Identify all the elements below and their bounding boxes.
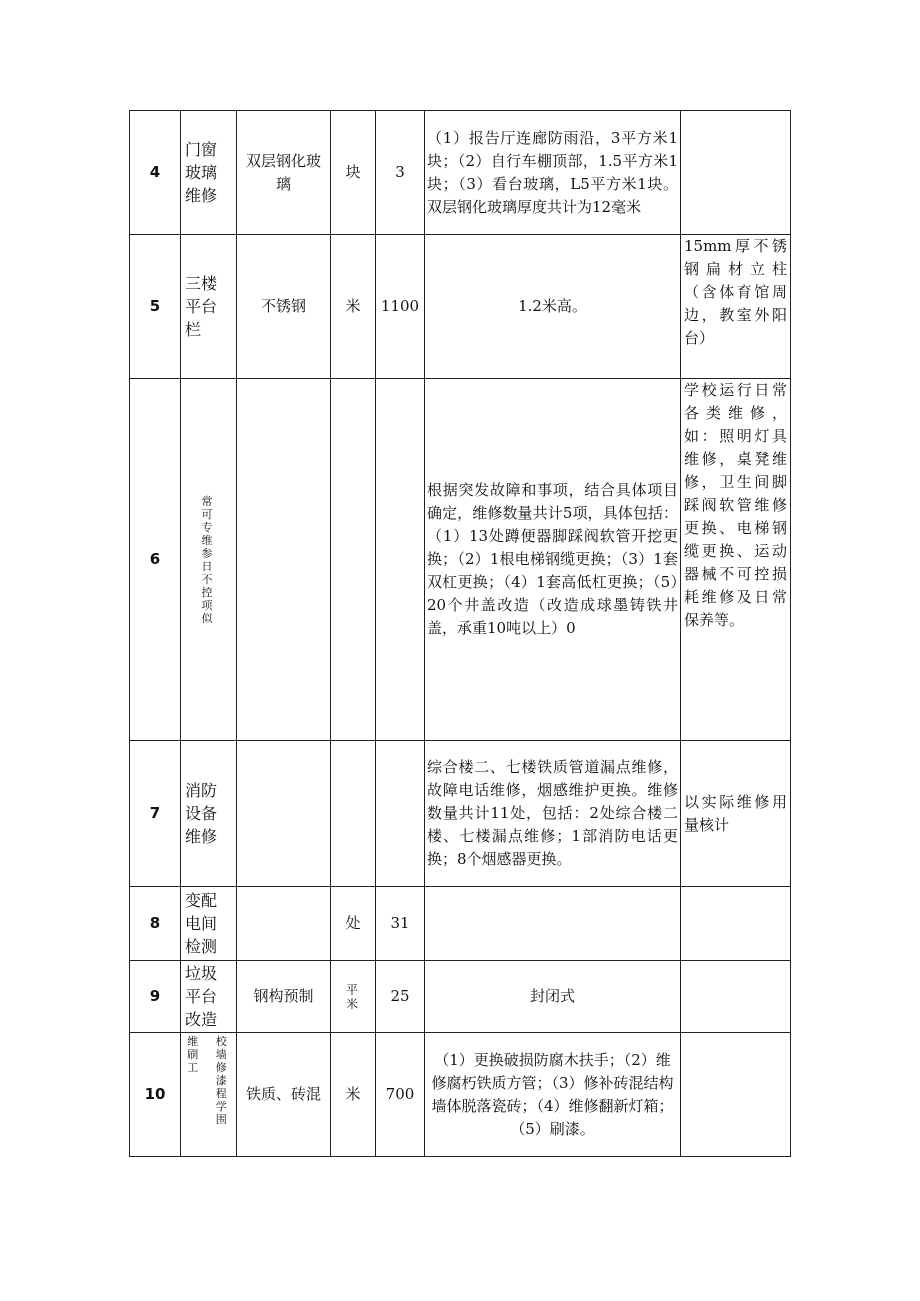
item-name-part-a: 维刷工 — [187, 1035, 199, 1074]
row-number: 7 — [130, 741, 181, 887]
table-row — [130, 379, 791, 741]
table-row — [130, 741, 791, 887]
row-number: 6 — [130, 379, 181, 741]
table-row — [130, 887, 791, 961]
item-note: 15mm厚不锈钢扁材立柱（含体育馆周边，教室外阳台） — [681, 235, 791, 379]
item-name-cell — [181, 379, 237, 741]
item-material — [237, 887, 331, 961]
item-unit — [331, 379, 376, 741]
item-quantity — [376, 741, 425, 887]
item-name: 常可专维参日不控项似 — [201, 494, 213, 625]
item-material: 双层钢化玻璃 — [237, 111, 331, 235]
item-material: 不锈钢 — [237, 235, 331, 379]
table-row — [130, 961, 791, 1033]
item-material — [237, 741, 331, 887]
item-unit-cell — [331, 961, 376, 1033]
table-row — [130, 111, 791, 235]
item-unit: 米 — [331, 235, 376, 379]
item-note — [681, 1033, 791, 1157]
item-note — [681, 887, 791, 961]
item-description: 封闭式 — [425, 961, 681, 1033]
item-name: 门窗玻璃维修 — [181, 111, 237, 235]
item-name: 消防设备维修 — [181, 741, 237, 887]
item-note — [681, 961, 791, 1033]
item-description: 根据突发故障和事项，结合具体项目确定，维修数量共计5项，具体包括：（1）13处蹲便器脚踩阀软管开挖更换；（2）1根电梯钢缆更换；（3）1套双杠更换；（4）1套高低杠更换；（5）20个井盖改造（改造成球墨铸铁井盖，承重10吨以上）0 — [425, 379, 681, 741]
item-name-part-b: 校墙修漆程学围 — [215, 1035, 227, 1126]
item-material — [237, 379, 331, 741]
item-note: 学校运行日常各类维修，如：照明灯具维修，桌凳维修，卫生间脚踩阀软管维修更换、电梯钢缆更换、运动器械不可控损耗维修及日常保养等。 — [681, 379, 791, 741]
item-material: 钢构预制 — [237, 961, 331, 1033]
item-quantity — [376, 379, 425, 741]
row-number: 10 — [130, 1033, 181, 1157]
row-number: 8 — [130, 887, 181, 961]
item-quantity: 25 — [376, 961, 425, 1033]
item-quantity: 700 — [376, 1033, 425, 1157]
item-name: 垃圾平台改造 — [181, 961, 237, 1033]
item-name-cell — [181, 1033, 237, 1157]
item-description: 综合楼二、七楼铁质管道漏点维修，故障电话维修，烟感维护更换。维修数量共计11处，包括：2处综合楼二楼、七楼漏点维修；1部消防电话更换；8个烟感器更换。 — [425, 741, 681, 887]
item-quantity: 31 — [376, 887, 425, 961]
row-number: 5 — [130, 235, 181, 379]
item-description — [425, 887, 681, 961]
item-unit: 米 — [331, 1033, 376, 1157]
item-description: 1.2米高。 — [425, 235, 681, 379]
item-description: （1）更换破损防腐木扶手；（2）维修腐朽铁质方管；（3）修补砖混结构墙体脱落瓷砖；（4）维修翻新灯箱；（5）刷漆。 — [425, 1033, 681, 1157]
item-unit: 平米 — [346, 982, 359, 1011]
item-unit — [331, 741, 376, 887]
item-note — [681, 111, 791, 235]
item-unit: 块 — [331, 111, 376, 235]
table-row — [130, 235, 791, 379]
item-name: 变配电间检测 — [181, 887, 237, 961]
item-name: 三楼平台栏 — [181, 235, 237, 379]
item-unit: 处 — [331, 887, 376, 961]
table-row — [130, 1033, 791, 1157]
row-number: 4 — [130, 111, 181, 235]
item-quantity: 3 — [376, 111, 425, 235]
item-material: 铁质、砖混 — [237, 1033, 331, 1157]
item-description: （1）报告厅连廊防雨沿，3平方米1块；（2）自行车棚顶部，1.5平方米1块；（3）看台玻璃，L5平方米1块。双层钢化玻璃厚度共计为12毫米 — [425, 111, 681, 235]
item-note: 以实际维修用量核计 — [681, 741, 791, 887]
row-number: 9 — [130, 961, 181, 1033]
item-quantity: 1100 — [376, 235, 425, 379]
maintenance-table — [129, 110, 791, 1157]
